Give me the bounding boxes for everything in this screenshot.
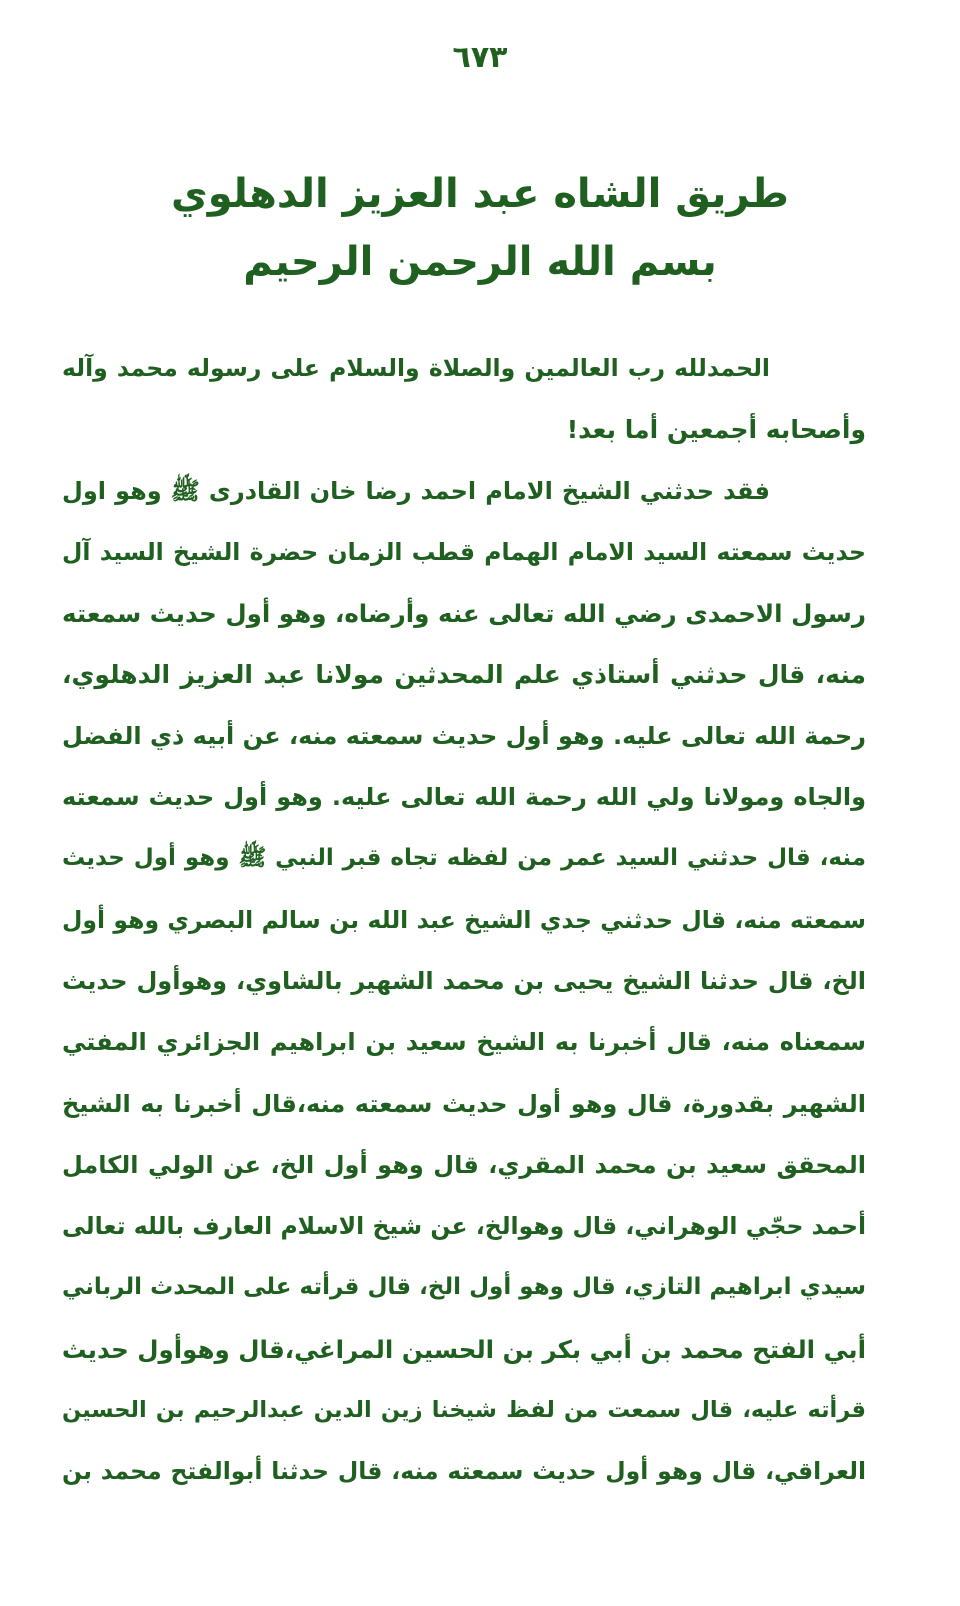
text-line: الخ، قال حدثنا الشيخ يحيى بن محمد الشهير بالشاوي، وهوأول حديث [62,966,866,995]
text-line: رحمة الله تعالى عليه. وهو أول حديث سمعته منه، عن أبيه ذي الفضل [62,721,866,750]
heading-basmala: بسم الله الرحمن الرحيم [243,239,717,285]
text-line: المحقق سعيد بن محمد المقري، قال وهو أول الخ، عن الولي الكامل [62,1150,866,1179]
text-line: رسول الاحمدى رضي الله تعالى عنه وأرضاه، وهو أول حديث سمعته [62,599,866,629]
text-line: الشهير بقدورة، قال وهو أول حديث سمعته منه،قال أخبرنا به الشيخ [62,1089,866,1118]
heading-title: طريق الشاه عبد العزيز الدهلوي [171,171,789,217]
text-line: سمعناه منه، قال أخبرنا به الشيخ سعيد بن ابراهيم الجزائري المفتي [62,1028,866,1057]
text-line: والجاه ومولانا ولي الله رحمة الله تعالى عليه. وهو أول حديث سمعته [62,783,866,812]
text-line: العراقي، قال وهو أول حديث سمعته منه، قال حدثنا أبوالفتح محمد بن [62,1457,866,1486]
text-line: الحمدلله رب العالمين والصلاة والسلام على رسوله محمد وآله [62,354,770,382]
text-line: فقد حدثني الشيخ الامام احمد رضا خان القادرى ﷺ وهو اول [62,476,770,505]
text-line: وأصحابه أجمعين أما بعد! [566,415,866,445]
page-number: ٦٧٣ [452,40,508,75]
text-line: منه، قال حدثني السيد عمر من لفظه تجاه قبر النبي ﷺ وهو أول حديث [62,845,866,872]
text-line: سيدي ابراهيم التازي، قال وهو أول الخ، قال قرأته على المحدث الرباني [62,1274,866,1301]
text-line: قرأته عليه، قال سمعت من لفظ شيخنا زين الدين عبدالرحيم بن الحسين [62,1397,866,1424]
chapter-heading [0,160,960,296]
text-line: حديث سمعته السيد الامام الهمام قطب الزمان حضرة الشيخ السيد آل [62,537,866,566]
body-text [62,338,866,1503]
text-line: منه، قال حدثني أستاذي علم المحدثين مولانا عبد العزيز الدهلوي، [62,660,866,690]
text-line: أحمد حجّي الوهراني، قال وهوالخ، عن شيخ الاسلام العارف بالله تعالى [62,1212,866,1241]
text-line: أبي الفتح محمد بن أبي بكر بن الحسين المراغي،قال وهوأول حديث [62,1334,866,1364]
text-line: سمعته منه، قال حدثني جدي الشيخ عبد الله بن سالم البصري وهو أول [62,905,866,934]
